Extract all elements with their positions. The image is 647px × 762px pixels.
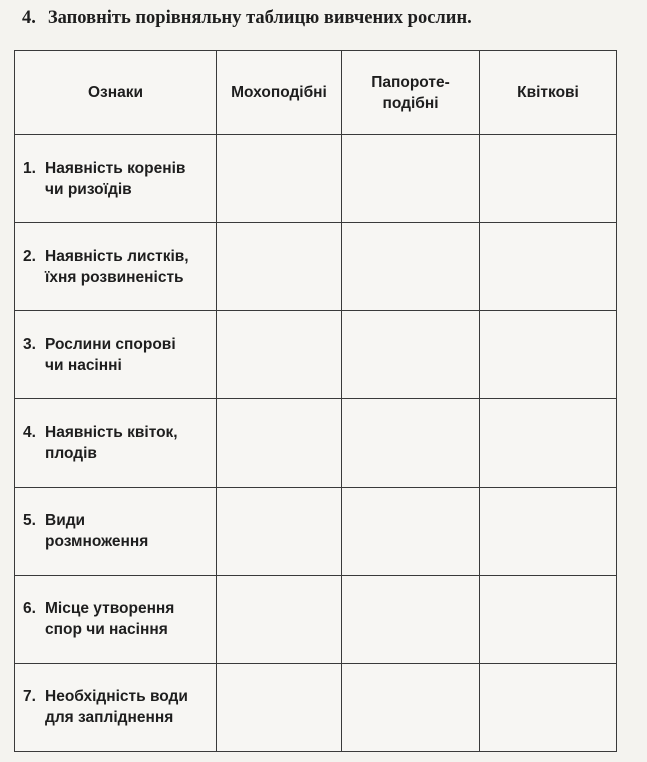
header-ferns-line2: подібні	[382, 94, 439, 112]
feature-number: 7.	[23, 688, 36, 706]
feature-number: 1.	[23, 159, 36, 177]
feature-line1: Наявність коренів	[45, 159, 186, 177]
header-mosses: Мохоподібні	[217, 51, 342, 135]
answer-cell-ferns[interactable]	[342, 399, 480, 487]
feature-line2: їхня розвиненість	[45, 268, 184, 286]
answer-cell-ferns[interactable]	[342, 223, 480, 311]
feature-number: 3.	[23, 335, 36, 353]
task-heading	[22, 8, 472, 29]
answer-cell-mosses[interactable]	[217, 135, 342, 223]
answer-cell-mosses[interactable]	[217, 663, 342, 751]
answer-cell-ferns[interactable]	[342, 487, 480, 575]
feature-line2: розмноження	[45, 533, 149, 551]
header-flowering: Квіткові	[480, 51, 617, 135]
answer-cell-ferns[interactable]	[342, 663, 480, 751]
feature-line2: для запліднення	[45, 709, 174, 727]
feature-cell	[15, 311, 217, 399]
table-row	[15, 311, 617, 399]
answer-cell-ferns[interactable]	[342, 575, 480, 663]
answer-cell-flowering[interactable]	[480, 487, 617, 575]
feature-line1: Наявність квіток,	[45, 423, 178, 441]
feature-cell	[15, 399, 217, 487]
task-number: 4.	[22, 8, 36, 28]
answer-cell-flowering[interactable]	[480, 399, 617, 487]
answer-cell-ferns[interactable]	[342, 311, 480, 399]
answer-cell-flowering[interactable]	[480, 663, 617, 751]
feature-line1: Місце утворення	[45, 600, 175, 618]
feature-line2: спор чи насіння	[45, 621, 168, 639]
table-row	[15, 487, 617, 575]
feature-line2: чи насінні	[45, 356, 122, 374]
table-row	[15, 663, 617, 751]
table-row	[15, 223, 617, 311]
header-ferns	[342, 51, 480, 135]
feature-line1: Необхідність води	[45, 688, 188, 706]
feature-number: 5.	[23, 512, 36, 530]
feature-cell	[15, 223, 217, 311]
feature-number: 2.	[23, 247, 36, 265]
answer-cell-flowering[interactable]	[480, 575, 617, 663]
answer-cell-mosses[interactable]	[217, 399, 342, 487]
answer-cell-mosses[interactable]	[217, 223, 342, 311]
answer-cell-mosses[interactable]	[217, 487, 342, 575]
header-ferns-line1: Папороте-	[371, 73, 450, 91]
feature-number: 4.	[23, 423, 36, 441]
comparison-table	[14, 50, 616, 752]
answer-cell-ferns[interactable]	[342, 135, 480, 223]
feature-number: 6.	[23, 600, 36, 618]
feature-cell	[15, 575, 217, 663]
table-row	[15, 135, 617, 223]
feature-line1: Наявність листків,	[45, 247, 189, 265]
feature-line2: чи ризоїдів	[45, 180, 132, 198]
feature-line1: Види	[45, 512, 86, 530]
task-title: Заповніть порівняльну таблицю вивчених рослин.	[47, 8, 472, 28]
table-row	[15, 399, 617, 487]
table-row	[15, 575, 617, 663]
feature-line2: плодів	[45, 444, 97, 462]
feature-line1: Рослини спорові	[45, 335, 176, 353]
header-features: Ознаки	[15, 51, 217, 135]
answer-cell-mosses[interactable]	[217, 311, 342, 399]
answer-cell-flowering[interactable]	[480, 311, 617, 399]
answer-cell-mosses[interactable]	[217, 575, 342, 663]
answer-cell-flowering[interactable]	[480, 223, 617, 311]
feature-cell	[15, 487, 217, 575]
header-row	[15, 51, 617, 135]
feature-cell	[15, 135, 217, 223]
feature-cell	[15, 663, 217, 751]
answer-cell-flowering[interactable]	[480, 135, 617, 223]
